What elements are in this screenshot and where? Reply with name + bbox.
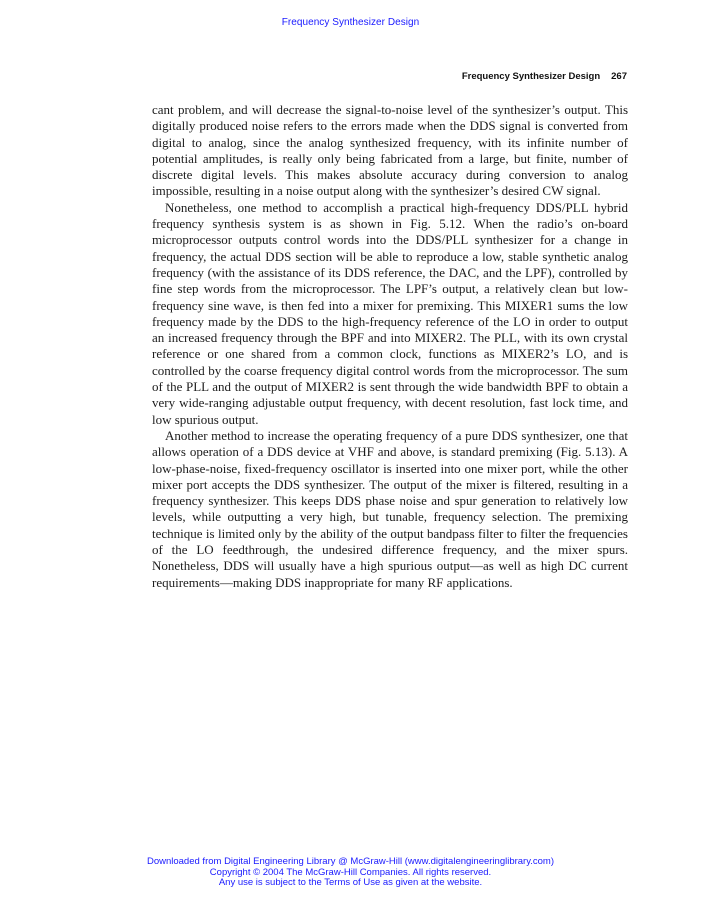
footer-copyright: Copyright © 2004 The McGraw-Hill Companies. All rights reserved. [209, 866, 492, 878]
top-header-link[interactable]: Frequency Synthesizer Design [281, 17, 420, 28]
paragraph-1: cant problem, and will decrease the signal-to-noise level of the synthesizer’s output. This digitally produced noise refers to the errors made when the DDS signal is converted from digital to analog, since the analog synthesized frequency, with its infinite number of potential amplitudes, is really only being fabricated from a large, but finite, number of discrete digital levels. This makes absolute accuracy during conversion to analog impossible, resulting in a noise output along with the synthesizer’s desired CW signal. [152, 102, 628, 199]
footer-download-link[interactable]: Downloaded from Digital Engineering Library @ McGraw-Hill (www.digitalengineeringlibrary.com) [146, 856, 555, 867]
running-title: Frequency Synthesizer Design [461, 71, 601, 82]
footer [0, 857, 701, 889]
paragraph-3: Another method to increase the operating frequency of a pure DDS synthesizer, one that allows operation of a DDS device at VHF and above, is standard premixing (Fig. 5.13). A low-phase-noise, fixed-frequency oscillator is inserted into one mixer port, while the other mixer port accepts the DDS synthesizer. The output of the mixer is filtered, resulting in a frequency synthesizer. This keeps DDS phase noise and spur generation to relatively low levels, while outputting a very high, but tunable, frequency selection. The premixing technique is limited only by the ability of the output bandpass filter to filter the frequencies of the LO feedthrough, the undesired difference frequency, and the mixer spurs. Nonetheless, DDS will usually have a high spurious output—as well as high DC current requirements—making DDS inappropriate for many RF applications. [152, 427, 628, 590]
paragraph-2: Nonetheless, one method to accomplish a practical high-frequency DDS/PLL hybrid frequency synthesis system is as shown in Fig. 5.12. When the radio’s on-board microprocessor outputs control words into the DDS/PLL synthesizer for a change in frequency, the actual DDS section will be able to reproduce a low, stable synthetic analog frequency (with the assistance of its DDS reference, the DAC, and the LPF), controlled by fine step words from the microprocessor. The LPF’s output, a relatively clean but low-frequency sine wave, is then fed into a mixer for premixing. This MIXER1 sums the low frequency made by the DDS to the high-frequency reference of the LO in order to output an increased frequency through the BPF and into MIXER2. The PLL, with its own crystal reference or one shared from a common clock, functions as MIXER2’s LO, and is controlled by the coarse frequency digital control words from the microprocessor. The sum of the PLL and the output of MIXER2 is sent through the wide bandwidth BPF to obtain a very wide-ranging adjustable output frequency, with decent resolution, fast lock time, and low spurious output. [152, 199, 628, 427]
running-head [150, 71, 627, 82]
body-text [152, 102, 628, 591]
page-number: 267 [611, 71, 627, 82]
footer-terms-link[interactable]: Any use is subject to the Terms of Use as given at the website. [218, 877, 483, 888]
